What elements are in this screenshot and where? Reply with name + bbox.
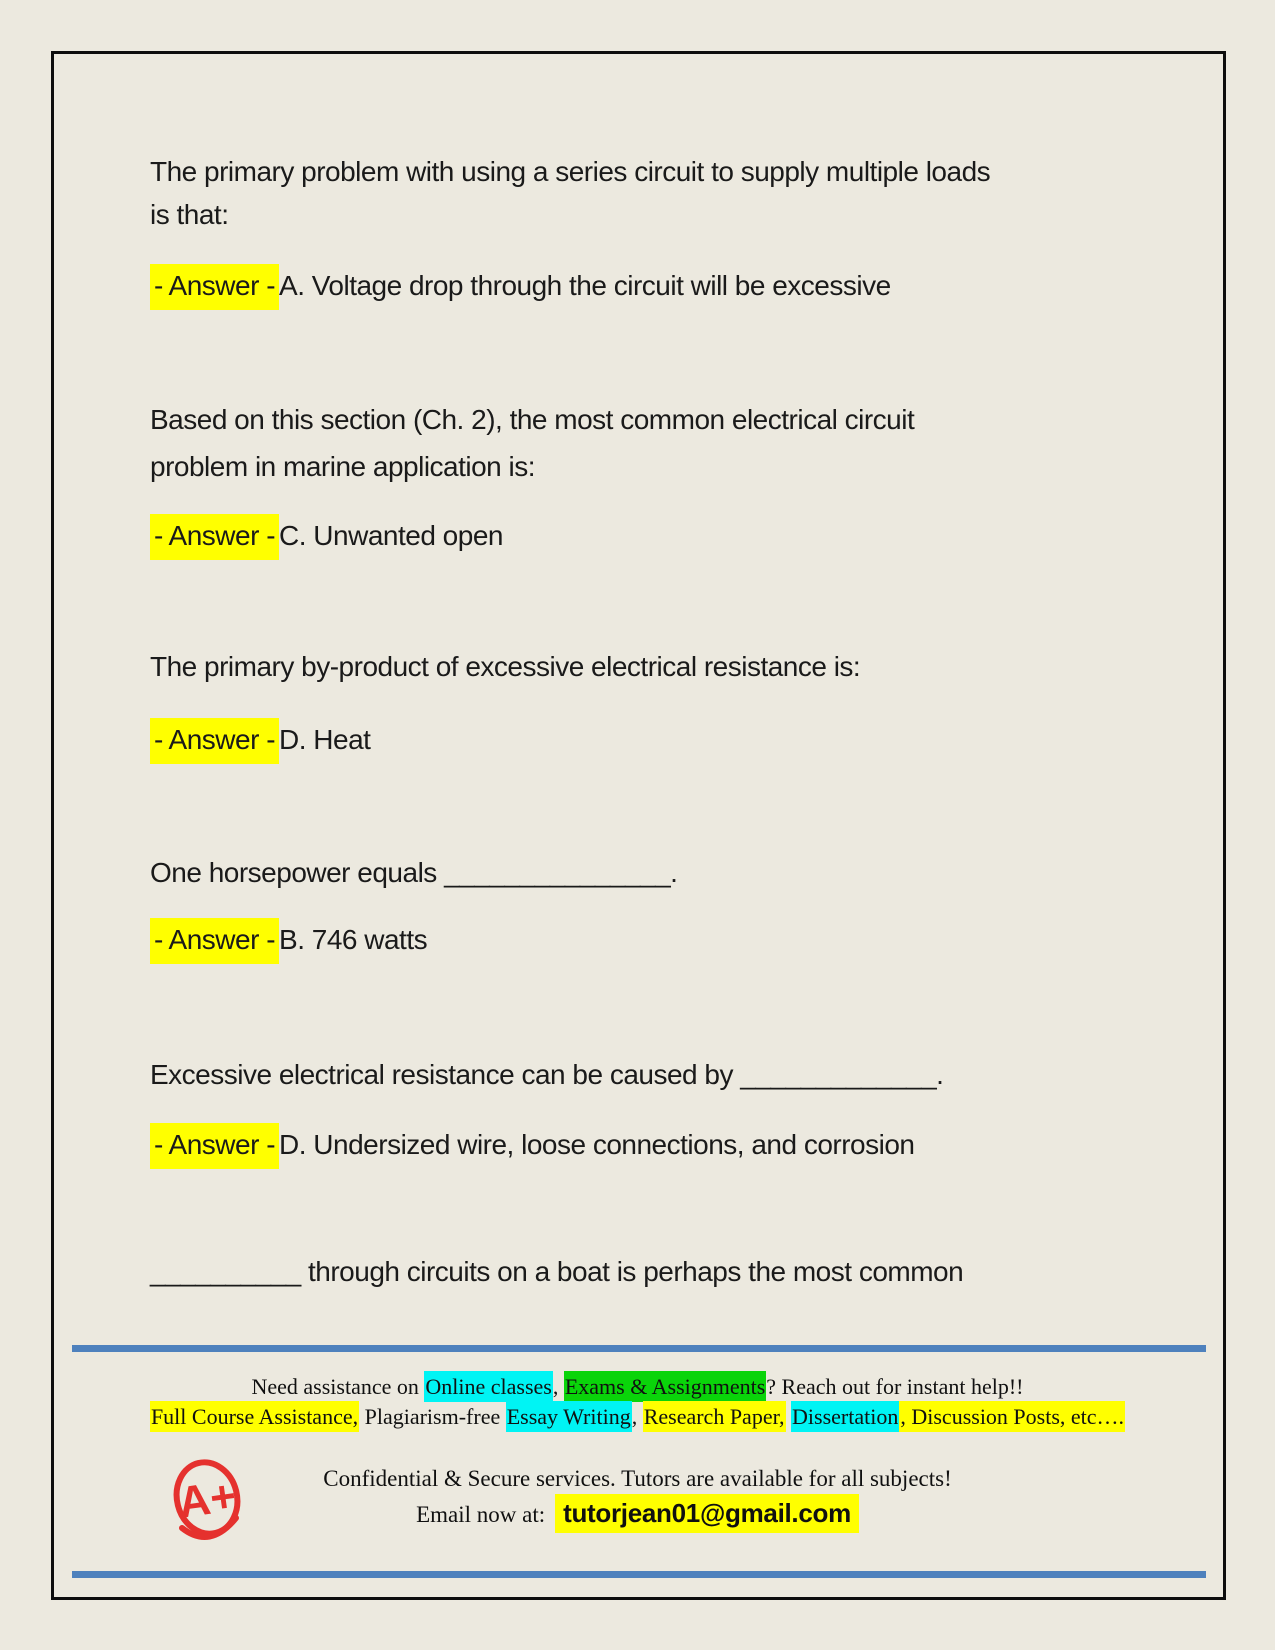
logo-a-plus-text: A+	[175, 1471, 240, 1528]
footer-research-paper-highlight: Research Paper,	[643, 1401, 786, 1432]
answer-4-highlight: - Answer -	[150, 918, 279, 964]
question-3-line-1: The primary by-product of excessive electrical resistance is:	[150, 651, 861, 682]
question-5-line-1: Excessive electrical resistance can be caused by _____________.	[150, 1059, 944, 1090]
footer-full-course-highlight: Full Course Assistance,	[150, 1401, 359, 1432]
answer-5-text: D. Undersized wire, loose connections, and corrosion	[279, 1129, 915, 1160]
footer-line2-sep2: ,	[631, 1404, 643, 1429]
footer-services-line	[70, 1402, 1205, 1432]
footer-line1-pre: Need assistance on	[251, 1374, 425, 1399]
footer-exams-assignments-highlight: Exams & Assignments	[564, 1371, 766, 1402]
footer-discussion-posts-highlight: , Discussion Posts, etc….	[899, 1401, 1125, 1432]
answer-1-text: A. Voltage drop through the circuit will be excessive	[279, 270, 891, 301]
email-label: Email now at:	[416, 1502, 546, 1527]
footer-divider-bottom	[72, 1571, 1206, 1578]
question-1-line-2: is that:	[150, 199, 229, 230]
a-plus-logo	[170, 1456, 248, 1552]
question-4-line-1: One horsepower equals _______________.	[150, 857, 678, 888]
answer-3-highlight: - Answer -	[150, 718, 279, 764]
footer-divider-top	[72, 1345, 1206, 1352]
answer-1-highlight: - Answer -	[150, 264, 279, 310]
answer-4	[150, 920, 1155, 960]
answer-2-text: C. Unwanted open	[279, 520, 503, 551]
answer-3	[150, 720, 1155, 760]
footer-confidential-line: Confidential & Secure services. Tutors are available for all subjects!	[323, 1466, 952, 1491]
footer-assistance-line	[70, 1372, 1205, 1402]
email-address[interactable]: tutorjean01@gmail.com	[555, 1494, 859, 1533]
footer-dissertation-highlight: Dissertation	[791, 1401, 899, 1432]
footer-line2-sep1: Plagiarism-free	[359, 1404, 506, 1429]
question-1-line-1: The primary problem with using a series circuit to supply multiple loads	[150, 156, 991, 187]
footer-line1-post: ? Reach out for instant help!!	[766, 1374, 1024, 1399]
footer-essay-writing-highlight: Essay Writing	[506, 1401, 632, 1432]
question-2-line-1: Based on this section (Ch. 2), the most common electrical circuit	[150, 404, 915, 435]
question-2-line-2: problem in marine application is:	[150, 451, 536, 482]
answer-4-text: B. 746 watts	[279, 924, 428, 955]
answer-2-highlight: - Answer -	[150, 514, 279, 560]
answer-5-highlight: - Answer -	[150, 1123, 279, 1169]
answer-2	[150, 516, 1155, 556]
question-6-line-1: __________ through circuits on a boat is perhaps the most common	[150, 1256, 964, 1287]
footer-online-classes-highlight: Online classes	[424, 1371, 552, 1402]
answer-3-text: D. Heat	[279, 724, 371, 755]
answer-1	[150, 266, 1155, 306]
answer-5	[150, 1125, 1155, 1165]
footer-line1-sep1: ,	[552, 1374, 564, 1399]
